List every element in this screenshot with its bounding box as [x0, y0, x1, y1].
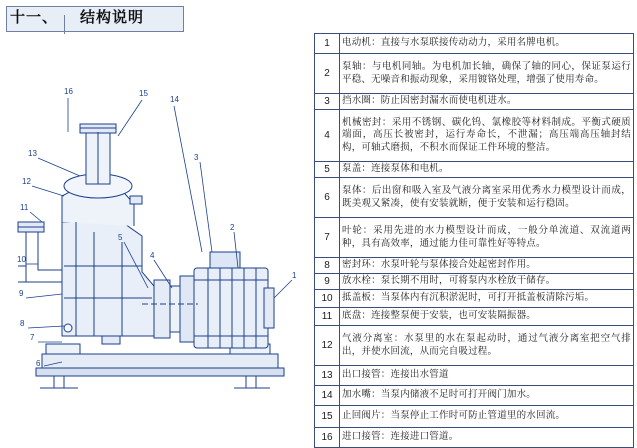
table-row [315, 326, 634, 366]
callout-7: 7 [30, 333, 35, 342]
table-row [315, 94, 634, 110]
row-number: 2 [315, 54, 340, 94]
row-number: 16 [315, 428, 340, 448]
table-row [315, 110, 634, 162]
row-number: 3 [315, 94, 340, 110]
callout-3: 3 [194, 153, 199, 162]
table-row [315, 428, 634, 448]
table-body [315, 34, 634, 448]
row-number: 9 [315, 274, 340, 290]
callout-16: 16 [64, 87, 73, 96]
table-row [315, 366, 634, 386]
table-row [315, 162, 634, 178]
row-description: 泵轴：与电机同轴。为电机加长轴，确保了轴的同心，保证泵运行平稳、无噪音和振动现象，采用镀铬处理，增强了使用寿命。 [340, 54, 634, 94]
row-description: 泵体：后出窗和吸入室及气液分离室采用优秀水力模型设计而成，既美观又紧凑，使有安装就断，便于安装和运行稳固。 [340, 178, 634, 218]
pump-assembly-diagram [2, 36, 312, 432]
structure-description-table [314, 33, 634, 443]
row-description: 挡水圈：防止因密封漏水而使电机进水。 [340, 94, 634, 110]
row-number: 15 [315, 406, 340, 428]
row-description: 电动机：直接与水泵联接传动动力，采用名牌电机。 [340, 34, 634, 54]
page-title [10, 8, 144, 28]
callout-1: 1 [292, 271, 297, 280]
callout-12: 12 [22, 177, 31, 186]
callout-15: 15 [139, 89, 148, 98]
row-description: 出口接管：连接出水管道 [340, 366, 634, 386]
callout-13: 13 [28, 149, 37, 158]
row-number: 10 [315, 290, 340, 308]
callout-8: 8 [20, 319, 25, 328]
row-number: 11 [315, 308, 340, 326]
section-title: 结构说明 [80, 9, 145, 26]
callout-5: 5 [118, 233, 123, 242]
row-number: 14 [315, 386, 340, 406]
table-row [315, 406, 634, 428]
callout-9: 9 [19, 289, 24, 298]
callout-4: 4 [150, 251, 155, 260]
row-description: 加水嘴：当泵内储液不足时可打开阀门加水。 [340, 386, 634, 406]
row-description: 机械密封：采用不锈钢、碳化钨、氯橡胶等材料制成。平衡式硬质端面，高压长被密封，运行寿命长，不泄漏；高压端高压轴封结构，可轴式磨损，不积水而保证工件环境的整洁。 [340, 110, 634, 162]
callout-2: 2 [230, 223, 235, 232]
row-number: 1 [315, 34, 340, 54]
table-row [315, 308, 634, 326]
table-row [315, 178, 634, 218]
row-description: 进口接管：连接进口管道。 [340, 428, 634, 448]
row-number: 4 [315, 110, 340, 162]
row-description: 气液分离室：水泵里的水在泵起动时，通过气液分离室把空气排出，并使水回流，从而完自吸过程。 [340, 326, 634, 366]
row-description: 抵盖板：当泵体内有沉积淤泥时，可打开抵盖板清除污垢。 [340, 290, 634, 308]
table-row [315, 54, 634, 94]
callout-6: 6 [36, 359, 41, 368]
row-description: 止回阀片：当泵停止工作时可防止管道里的水回流。 [340, 406, 634, 428]
row-number: 12 [315, 326, 340, 366]
row-number: 5 [315, 162, 340, 178]
row-description: 泵盖：连接泵体和电机。 [340, 162, 634, 178]
row-number: 7 [315, 218, 340, 258]
row-number: 8 [315, 258, 340, 274]
row-description: 底盘：连接整泵便于安装，也可安装隔振器。 [340, 308, 634, 326]
row-number: 6 [315, 178, 340, 218]
row-number: 13 [315, 366, 340, 386]
table-row [315, 34, 634, 54]
row-description: 叶轮：采用先进的水力模型设计而成，一般分单流道、双流道两种，具有高效率，通过能力佳可靠性好等特点。 [340, 218, 634, 258]
row-description: 放水栓：泵长期不用时，可将泵内水栓放干储存。 [340, 274, 634, 290]
callout-11: 11 [20, 203, 29, 212]
section-index: 十一、 [10, 9, 59, 26]
table-row [315, 386, 634, 406]
table-row [315, 290, 634, 308]
callout-14: 14 [170, 95, 179, 104]
row-description: 密封环：水泵叶轮与泵体接合处起密封作用。 [340, 258, 634, 274]
table-row [315, 274, 634, 290]
table-row [315, 258, 634, 274]
callout-10: 10 [17, 255, 26, 264]
table-row [315, 218, 634, 258]
